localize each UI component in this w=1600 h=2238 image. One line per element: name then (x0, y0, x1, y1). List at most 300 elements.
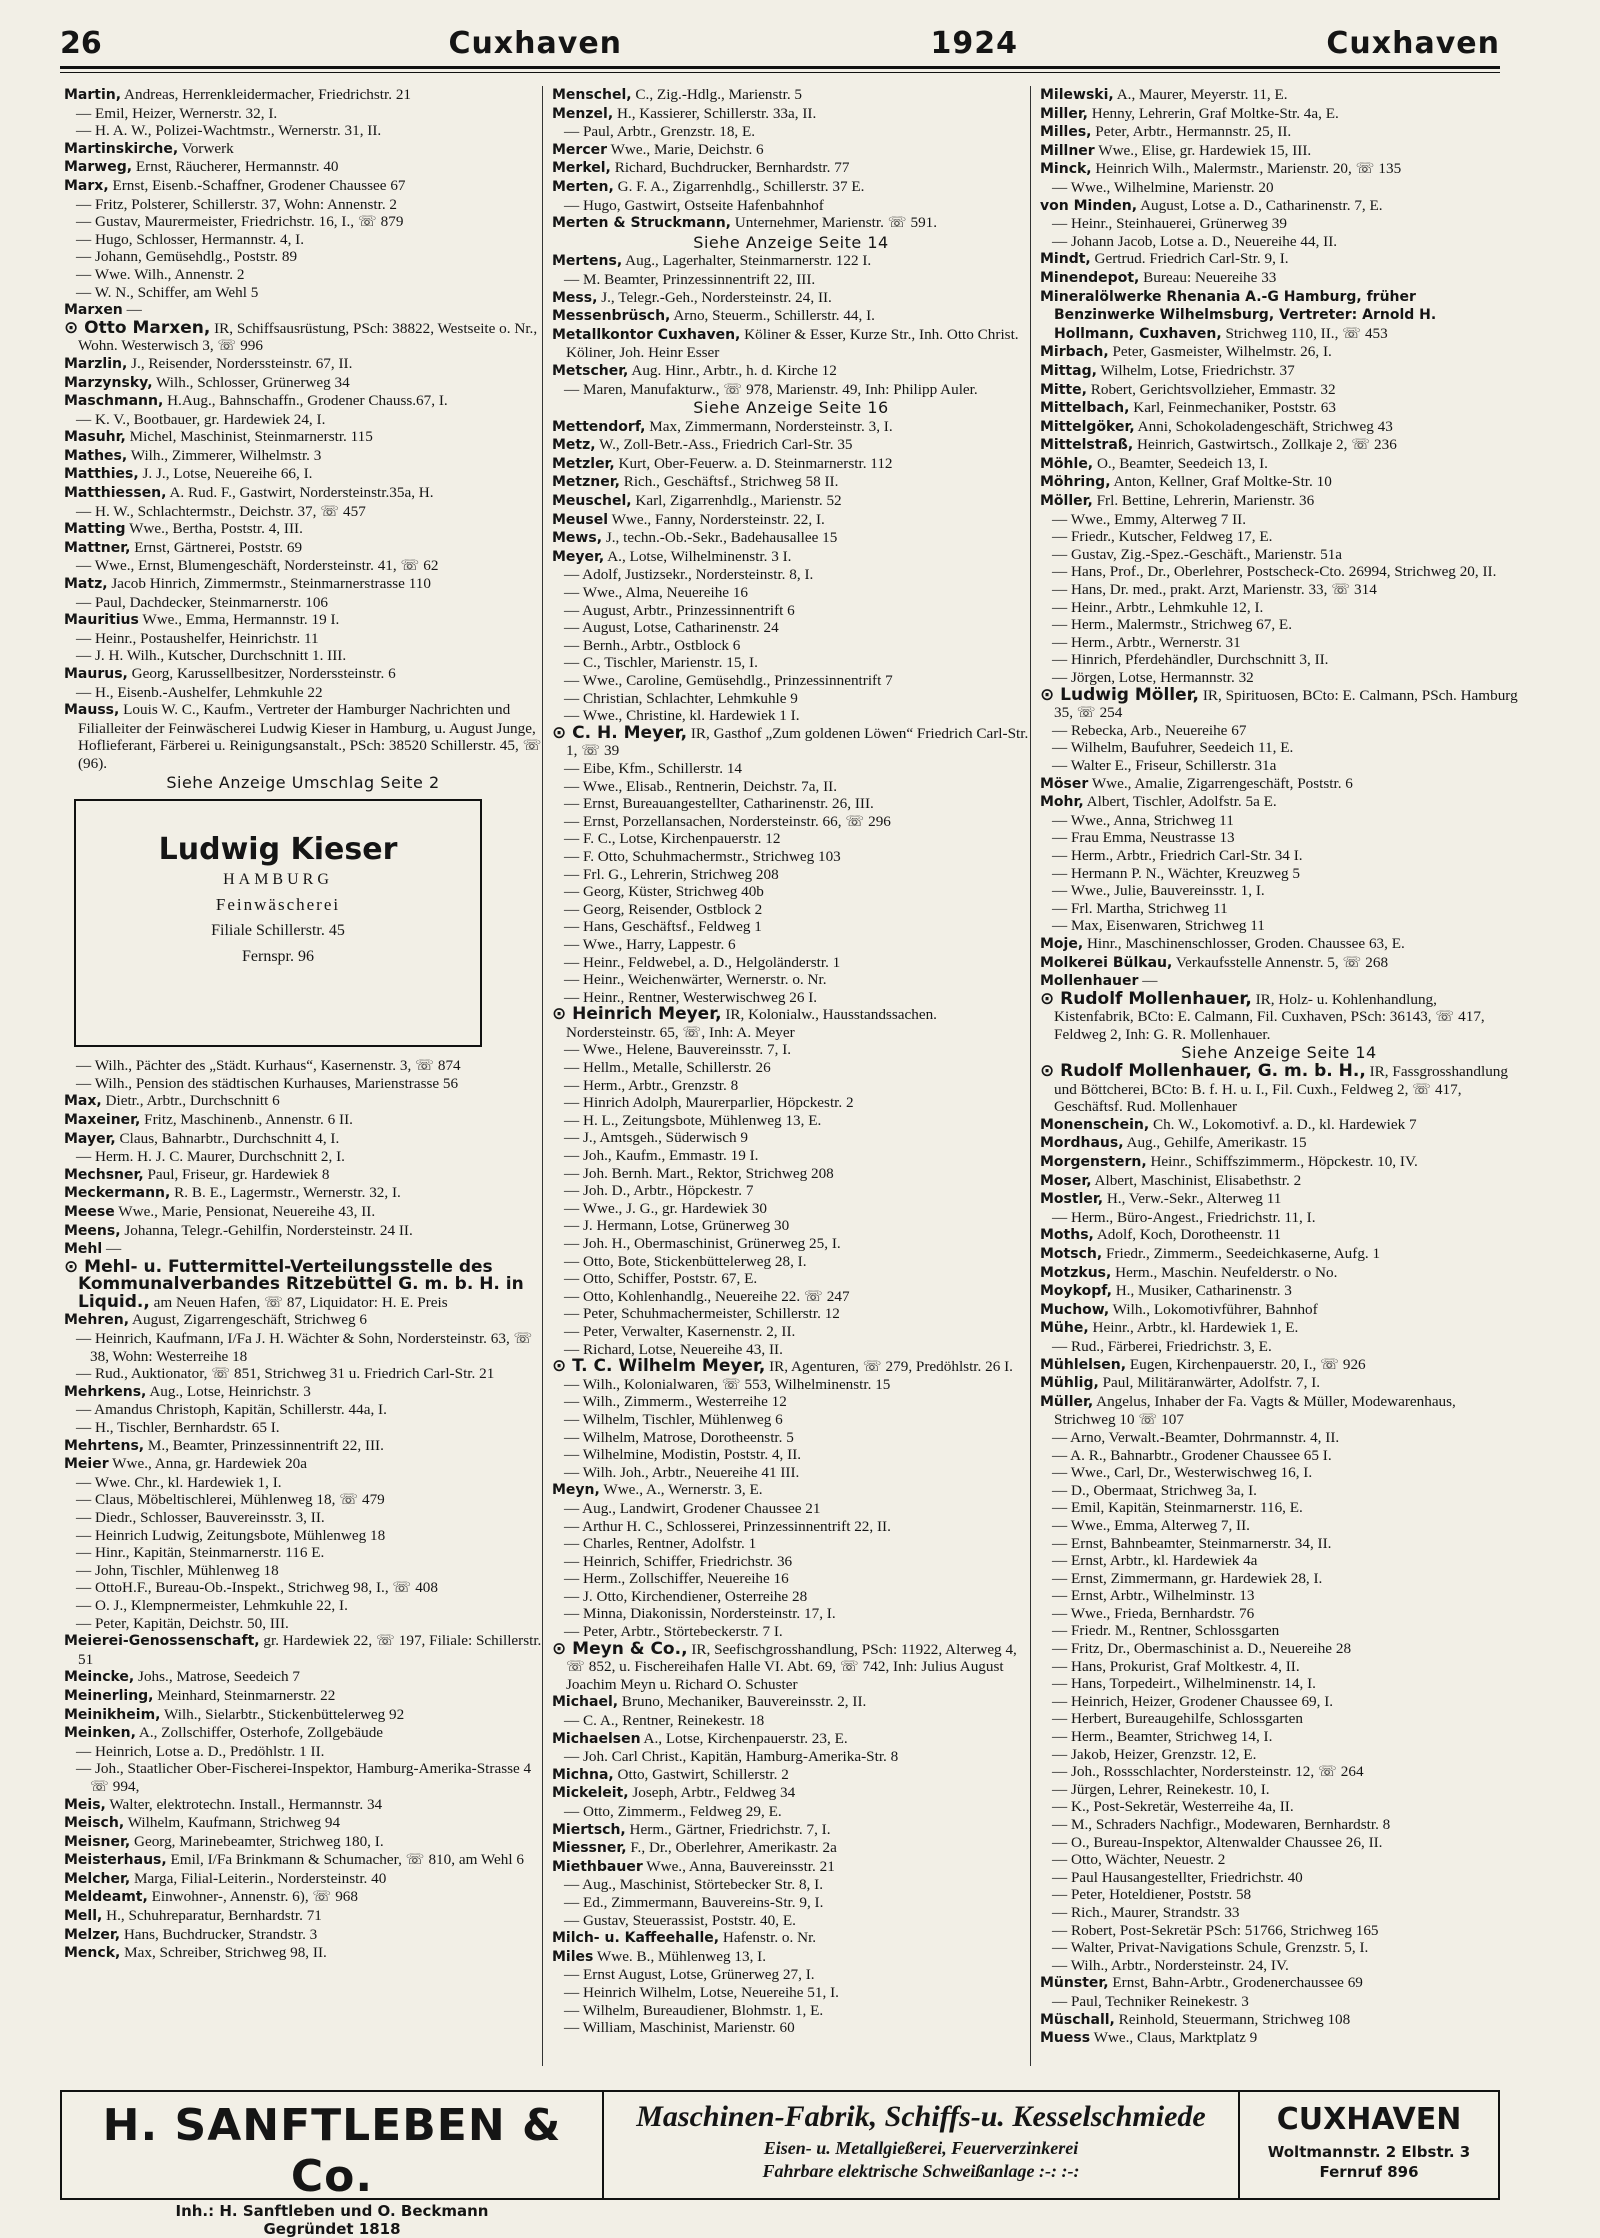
entry-details: — Ernst, Bahnbeamter, Steinmarnerstr. 34, II. (1052, 1534, 1332, 1552)
entry-surname: Maurus, (64, 666, 128, 682)
directory-entry (64, 355, 542, 374)
footer-address: Woltmannstr. 2 Elbstr. 3 (1267, 2143, 1471, 2161)
entry-surname: Miles (552, 1948, 594, 1965)
entry-details: — Rebecka, Arb., Neuereihe 67 (1052, 721, 1247, 739)
entry-details: — Wilhelm, Matrose, Dorotheenstr. 5 (564, 1428, 794, 1446)
directory-sub-entry (552, 1464, 1030, 1482)
entry-details: — H., Tischler, Bernhardstr. 65 I. (76, 1419, 280, 1437)
entry-surname: Meese (64, 1203, 115, 1220)
entry-details: O., Beamter, Seedeich 13, I. (1096, 454, 1268, 472)
directory-entry (1040, 1319, 1518, 1338)
entry-details: — Friedr. M., Rentner, Schlossgarten (1052, 1622, 1280, 1640)
entry-details: Emil, I/Fa Brinkmann & Schumacher, ☏ 810, am Wehl 6 (170, 1851, 524, 1869)
entry-surname: Müller, (1040, 1393, 1094, 1410)
directory-sub-entry (1040, 1798, 1518, 1816)
entry-details: — Paul Hausangestellter, Friedrichstr. 40 (1052, 1868, 1303, 1886)
entry-surname: Meier (64, 1456, 109, 1473)
entry-surname: Mittelstraß, (1040, 437, 1134, 454)
entry-details: — Arno, Verwalt.-Beamter, Dohrmannstr. 4, II. (1052, 1428, 1340, 1446)
directory-sub-entry (1040, 865, 1518, 883)
entry-details: — Eibe, Kfm., Schillerstr. 14 (564, 759, 743, 777)
sanftleben-name: H. SANFTLEBEN & Co. (102, 2100, 562, 2202)
directory-entry (1040, 1264, 1518, 1283)
entry-surname: Menzel, (552, 105, 614, 122)
directory-entry (1040, 1116, 1518, 1135)
entry-details: — K. V., Bootbauer, gr. Hardewiek 24, I. (76, 410, 326, 428)
entry-surname: Mauss, (64, 702, 120, 719)
directory-entry (1040, 1282, 1518, 1301)
directory-sub-entry (552, 1129, 1030, 1147)
entry-surname: Mettendorf, (552, 418, 646, 435)
directory-sub-entry (1040, 634, 1518, 652)
advert-reference-notice: Siehe Anzeige Seite 14 (1181, 1043, 1377, 1063)
directory-entry (64, 1907, 542, 1926)
entry-surname: Meis, (64, 1796, 106, 1813)
directory-entry (64, 447, 542, 466)
entry-details: Ernst, Eisenb.-Schaffner, Grodener Chaussee 67 (112, 176, 406, 194)
entry-details: Otto, Gastwirt, Schillerstr. 2 (617, 1765, 789, 1783)
directory-sub-entry (1040, 563, 1518, 581)
directory-entry (64, 465, 542, 484)
entry-details: — Johann, Gemüsehdlg., Poststr. 89 (76, 248, 298, 266)
entry-surname: Martin, (64, 87, 122, 103)
directory-sub-entry (552, 1712, 1030, 1730)
directory-sub-entry (552, 1165, 1030, 1183)
entry-surname: Millner (1040, 142, 1095, 159)
entry-details: Paul, Militäranwärter, Adolfstr. 7, I. (1102, 1374, 1321, 1392)
directory-sub-entry (552, 654, 1030, 672)
entry-surname: Meuschel, (552, 493, 632, 510)
entry-details: — Rud., Auktionator, ☏ 851, Strichweg 31 u. Friedrich Carl-Str. 21 (76, 1365, 495, 1383)
entry-details: Wwe., Fanny, Nordersteinstr. 22, I. (611, 510, 825, 528)
entry-surname: Mostler, (1040, 1191, 1104, 1208)
entry-details: — Jakob, Heizer, Grenzstr. 12, E. (1052, 1745, 1257, 1763)
directory-sub-entry (552, 1429, 1030, 1447)
directory-entry (552, 1784, 1030, 1803)
entry-details: Kurt, Ober-Feuerw. a. D. Steinmarnerstr. 112 (618, 454, 893, 472)
entry-details: — (1142, 972, 1158, 990)
entry-details: — Herm., Malermstr., Strichweg 67, E. (1052, 616, 1293, 634)
directory-entry (1040, 123, 1518, 142)
entry-details: — Wilh., Zimmerm., Westerreihe 12 (564, 1393, 787, 1411)
entry-surname: Mirbach, (1040, 344, 1109, 361)
directory-entry (1040, 1063, 1518, 1116)
entry-details: Arno, Steuerm., Schillerstr. 44, I. (673, 307, 875, 325)
advert-reference-notice: Siehe Anzeige Seite 14 (693, 232, 889, 252)
entry-details: — K., Post-Sekretär, Westerreihe 4a, II. (1052, 1798, 1294, 1816)
entry-details: Louis W. C., Kaufm., Vertreter der Hamburger Nachrichten und Filialleiter der Feinwäscherei Ludwig Kieser in Hamburg, u. August Junge, Hoflieferant, Färberei u. Reinigungsanstalt., PSch: 38520 Schillerstr. 45, ☏ (96). (78, 701, 542, 772)
entry-surname: Minendepot, (1040, 269, 1140, 286)
entry-details: IR, Gasthof „Zum goldenen Löwen“ Friedrich Carl-Str. 1, ☏ 39 (566, 724, 1029, 760)
directory-sub-entry (1040, 1499, 1518, 1517)
entry-surname: Meusel (552, 511, 609, 528)
directory-entry (64, 611, 542, 630)
directory-entry (64, 317, 542, 355)
entry-details: J., Reisender, Norderssteinstr. 67, II. (131, 354, 353, 372)
entry-details: A., Maurer, Meyerstr. 11, E. (1116, 86, 1288, 103)
directory-entry (552, 159, 1030, 178)
entry-details: — Herm., Arbtr., Friedrich Carl-Str. 34 I. (1052, 846, 1303, 864)
directory-entry (552, 455, 1030, 474)
directory-entry (64, 158, 542, 177)
entry-surname: Mehrkens, (64, 1383, 147, 1400)
directory-entry (64, 1851, 542, 1870)
directory-entry (64, 1166, 542, 1185)
entry-surname: Melcher, (64, 1870, 131, 1887)
entry-surname: Morgenstern, (1040, 1154, 1147, 1171)
directory-entry (552, 473, 1030, 492)
directory-sub-entry (552, 813, 1030, 831)
directory-sub-entry (1040, 1710, 1518, 1728)
entry-details: J., Telegr.-Geh., Nordersteinstr. 24, II. (601, 288, 832, 306)
entry-details: Henny, Lehrerin, Graf Moltke-Str. 4a, E. (1091, 104, 1339, 122)
directory-entry (552, 511, 1030, 530)
entry-details: C., Zig.-Hdlg., Marienstr. 5 (635, 86, 803, 103)
directory-entry (552, 1358, 1030, 1376)
entry-details: — Aug., Landwirt, Grodener Chaussee 21 (564, 1499, 821, 1517)
entry-details: — Paul, Arbtr., Grenzstr. 18, E. (564, 123, 756, 141)
entry-details: — Ernst, Zimmermann, gr. Hardewiek 28, I. (1052, 1569, 1323, 1587)
entry-details: — Hans, Prokurist, Graf Moltkestr. 4, II. (1052, 1657, 1300, 1675)
directory-sub-entry (1040, 1429, 1518, 1447)
entry-details: Angelus, Inhaber der Fa. Vagts & Müller, Modewarenhaus, Strichweg 10 ☏ 107 (1054, 1392, 1456, 1429)
entry-surname: Merten, (552, 178, 614, 195)
entry-details: — Peter, Schuhmachermeister, Schillerstr. 12 (564, 1305, 840, 1323)
entry-details: — OttoH.F., Bureau-Ob.-Inspekt., Strichweg 98, I., ☏ 408 (76, 1579, 438, 1597)
entry-details: — Frl. Martha, Strichweg 11 (1052, 899, 1228, 917)
entry-details: Hinr., Maschinenschlosser, Groden. Chaussee 63, E. (1086, 934, 1405, 952)
directory-entry (64, 1437, 542, 1456)
directory-entry (552, 1481, 1030, 1500)
entry-details: — Walter, Privat-Navigations Schule, Grenzstr. 5, I. (1052, 1939, 1369, 1957)
entry-details: Wwe., Anna, gr. Hardewiek 20a (112, 1455, 307, 1473)
entry-details: — O., Bureau-Inspektor, Altenwalder Chaussee 26, II. (1052, 1833, 1383, 1851)
directory-entry (64, 86, 542, 105)
directory-entry (64, 1184, 542, 1203)
entry-details: — A. R., Bahnarbtr., Grodener Chaussee 65 I. (1052, 1446, 1332, 1464)
directory-entry (1040, 684, 1518, 722)
entry-details: — Hinrich Adolph, Maurerparlier, Höpckestr. 2 (564, 1094, 854, 1112)
directory-sub-entry (552, 936, 1030, 954)
directory-entry (64, 1256, 542, 1312)
sanftleben-founded: Gegründet 1818 (263, 2220, 401, 2238)
entry-details: — D., Obermaat, Strichweg 3a, I. (1052, 1481, 1257, 1499)
directory-sub-entry (1040, 739, 1518, 757)
directory-entry (64, 1706, 542, 1725)
directory-entry (552, 362, 1030, 381)
entry-details: IR, Kolonialw., Hausstandssachen. Nordersteinstr. 65, ☏, Inh: A. Meyer (566, 1006, 937, 1041)
directory-entry (1040, 1245, 1518, 1264)
directory-sub-entry (552, 1553, 1030, 1571)
entry-surname: ⊙ Mehl- u. Futtermittel-Verteilungsstelle des Kommunalverbandes Ritzebüttel G. m. b. H. in Liquid., (64, 1256, 524, 1312)
entry-surname: Meckermann, (64, 1185, 171, 1202)
header-year: 1924 (930, 25, 1018, 61)
directory-sub-entry (552, 866, 1030, 884)
directory-sub-entry (64, 266, 542, 284)
entry-details: — Fritz, Polsterer, Schillerstr. 37, Wohn: Annenstr. 2 (76, 195, 398, 213)
entry-surname: Möhle, (1040, 455, 1094, 472)
directory-entry (552, 307, 1030, 326)
entry-surname: Menschel, (552, 87, 632, 103)
directory-entry (1040, 343, 1518, 362)
header-rule (60, 66, 1500, 69)
entry-details: Vorwerk (181, 139, 234, 157)
directory-entry (1040, 1374, 1518, 1393)
footer-phone: Fernruf 896 (1319, 2163, 1419, 2181)
directory-sub-entry (552, 1147, 1030, 1165)
directory-sub-entry (1040, 1570, 1518, 1588)
entry-surname: Mews, (552, 530, 603, 547)
entry-details: Heinr., Schiffszimmerm., Höpckestr. 10, IV. (1150, 1153, 1418, 1171)
header-rule-thin (60, 72, 1500, 73)
directory-entry (1040, 418, 1518, 437)
entry-details: — Rich., Maurer, Strandstr. 33 (1052, 1903, 1240, 1921)
machine-factory-advert (604, 2090, 1240, 2200)
entry-details: Aug., Lotse, Heinrichstr. 3 (149, 1382, 311, 1400)
directory-sub-entry (1040, 757, 1518, 775)
entry-details: Wwe., Bertha, Poststr. 4, III. (129, 520, 303, 538)
directory-sub-entry (1040, 1552, 1518, 1570)
entry-details: Wilh., Sielarbtr., Stickenbüttelerweg 92 (164, 1705, 405, 1723)
directory-entry (64, 1130, 542, 1149)
entry-details: Friedr., Zimmerm., Seedeichkaserne, Aufg. 1 (1105, 1245, 1381, 1262)
entry-details: — Herm., Arbtr., Grenzstr. 8 (564, 1076, 739, 1094)
entry-details: Walter, elektrotechn. Install., Hermannstr. 34 (109, 1795, 383, 1813)
entry-details: — Joh., Kaufm., Emmastr. 19 I. (564, 1147, 759, 1165)
directory-sub-entry (552, 619, 1030, 637)
directory-sub-entry (552, 381, 1030, 399)
directory-sub-entry (1040, 1605, 1518, 1623)
entry-details: — Wwe., Helene, Bauvereinsstr. 7, I. (564, 1041, 792, 1059)
entry-surname: Matthiessen, (64, 485, 167, 502)
directory-sub-entry (552, 1376, 1030, 1394)
entry-details: — Hans, Dr. med., prakt. Arzt, Marienstr. 33, ☏ 314 (1052, 581, 1377, 599)
entry-surname: Marzynsky, (64, 374, 153, 391)
entry-details: Fritz, Maschinenb., Annenstr. 6 II. (144, 1110, 353, 1128)
entry-surname: Muess (1040, 2030, 1091, 2047)
entry-surname: Mittag, (1040, 362, 1097, 379)
directory-sub-entry (1040, 215, 1518, 233)
directory-sub-entry (1040, 1693, 1518, 1711)
directory-sub-entry (64, 1365, 542, 1383)
entry-details: — Joh. H., Obermaschinist, Grünerweg 25, I. (564, 1235, 841, 1252)
directory-sub-entry (1040, 1922, 1518, 1940)
directory-column-3 (1040, 86, 1518, 2066)
entry-details: IR, Seefischgrosshandlung, PSch: 11922, Alterweg 4, ☏ 852, u. Fischereihafen Halle VI. Abt. 69, ☏ 742, Inh: Julius August Joachim Meyn u. Richard O. Schuster (566, 1640, 1017, 1693)
entry-details: IR, Schiffsausrüstung, PSch: 38822, Westseite o. Nr., Wohn. Westerwisch 3, ☏ 996 (78, 319, 538, 355)
entry-details: Ernst, Bahn-Arbtr., Grodenerchaussee 69 (1112, 1974, 1363, 1992)
entry-surname: Mehren, (64, 1312, 130, 1329)
entry-details: — Ernst August, Lotse, Grünerweg 27, I. (564, 1966, 815, 1984)
entry-details: — Wwe. Chr., kl. Hardewiek 1, I. (76, 1473, 282, 1491)
directory-sub-entry (552, 1094, 1030, 1112)
directory-entry (552, 105, 1030, 124)
directory-sub-entry (1040, 233, 1518, 251)
entry-details: — J. H. Wilh., Kutscher, Durchschnitt 1. III. (76, 647, 347, 665)
directory-entry (64, 575, 542, 594)
entry-details: — Charles, Rentner, Adolfstr. 1 (564, 1535, 757, 1553)
entry-details: — Hermann P. N., Wächter, Kreuzweg 5 (1052, 864, 1300, 882)
entry-details: Heinrich, Gastwirtsch., Zollkaje 2, ☏ 236 (1136, 436, 1397, 454)
entry-details: Andreas, Herrenkleidermacher, Friedrichstr. 21 (124, 86, 412, 103)
entry-details: Max, Zimmermann, Nordersteinstr. 3, I. (649, 417, 893, 435)
entry-surname: Maschmann, (64, 393, 164, 410)
entry-details: — Heinr., Arbtr., Lehmkuhle 12, I. (1052, 598, 1264, 616)
entry-details: — Wwe., Alma, Neuereihe 16 (564, 584, 749, 602)
entry-details: am Neuen Hafen, ☏ 87, Liquidator: H. E. Preis (153, 1293, 448, 1311)
directory-sub-entry (552, 1518, 1030, 1536)
entry-details: — Frau Emma, Neustrasse 13 (1052, 829, 1235, 847)
directory-entry (64, 520, 542, 539)
advert-name: Ludwig Kieser (158, 832, 398, 868)
directory-sub-entry (64, 503, 542, 521)
entry-details: — Wwe., Harry, Lappestr. 6 (564, 935, 736, 953)
entry-details: Verkaufsstelle Annenstr. 5, ☏ 268 (1175, 953, 1389, 971)
entry-details: — Wwe., Ernst, Blumengeschäft, Nordersteinstr. 41, ☏ 62 (76, 557, 439, 575)
entry-surname: Meinikheim, (64, 1706, 161, 1723)
entry-details: H., Kassierer, Schillerstr. 33a, II. (616, 104, 817, 122)
entry-details: — Christian, Schlachter, Lehmkuhle 9 (564, 689, 798, 707)
directory-sub-entry (64, 1597, 542, 1615)
entry-details: — Amandus Christoph, Kapitän, Schillerstr. 44a, I. (76, 1401, 387, 1419)
entry-surname: Mercer (552, 141, 608, 158)
entry-details: — Joh. Carl Christ., Kapitän, Hamburg-Amerika-Str. 8 (564, 1748, 899, 1766)
directory-entry (64, 1870, 542, 1889)
entry-details: — Heinr., Weichenwärter, Wernerstr. o. Nr. (564, 971, 827, 989)
directory-entry (64, 1888, 542, 1907)
entry-details: — Wwe., Emmy, Alterweg 7 II. (1052, 510, 1247, 528)
entry-details: Reinhold, Steuermann, Strichweg 108 (1118, 2010, 1351, 2028)
directory-sub-entry (64, 1562, 542, 1580)
entry-surname: Metzler, (552, 455, 615, 472)
directory-sub-entry (552, 1894, 1030, 1912)
entry-details: Hans, Buchdrucker, Strandstr. 3 (123, 1925, 318, 1943)
entry-surname: Merten & Struckmann, (552, 215, 731, 232)
entry-surname: Mühe, (1040, 1320, 1089, 1337)
entry-details: — Richard, Lotse, Neuereihe 43, II. (564, 1340, 783, 1358)
directory-entry (552, 86, 1030, 105)
entry-details: Aug., Lagerhalter, Steinmarnerstr. 122 I. (625, 252, 872, 270)
directory-sub-entry (552, 1446, 1030, 1464)
entry-details: — Wwe., Christine, kl. Hardewiek 1 I. (564, 707, 800, 725)
directory-entry (552, 1839, 1030, 1858)
directory-sub-entry (1040, 179, 1518, 197)
entry-surname: Matting (64, 521, 126, 538)
entry-surname: Moykopf, (1040, 1283, 1112, 1300)
directory-sub-entry (552, 1570, 1030, 1588)
directory-entry (1040, 399, 1518, 418)
entry-details: Frl. Bettine, Lehrerin, Marienstr. 36 (1096, 492, 1315, 510)
directory-entry (64, 484, 542, 503)
entry-details: Strichweg 110, II., ☏ 453 (1225, 324, 1388, 342)
directory-sub-entry (64, 594, 542, 612)
entry-surname: Monenschein, (1040, 1116, 1150, 1133)
entry-details: gr. Hardewiek 22, ☏ 197, Filiale: Schillerstr. 51 (78, 1632, 542, 1668)
entry-details: — Wwe., Wilhelmine, Marienstr. 20 (1052, 178, 1274, 196)
entry-details: — Hellm., Metalle, Schillerstr. 26 (564, 1059, 771, 1077)
entry-details: — Walter E., Friseur, Schillerstr. 31a (1052, 756, 1277, 774)
entry-details: — W. N., Schiffer, am Wehl 5 (76, 283, 259, 301)
entry-surname: Moths, (1040, 1227, 1094, 1244)
directory-sub-entry (552, 830, 1030, 848)
directory-entry (64, 1687, 542, 1706)
entry-surname: Masuhr, (64, 429, 126, 446)
directory-sub-entry (1040, 616, 1518, 634)
entry-details: — Gustav, Maurermeister, Friedrichstr. 16, I., ☏ 879 (76, 213, 404, 231)
entry-surname: Mauritius (64, 612, 139, 629)
directory-sub-entry (552, 760, 1030, 778)
directory-sub-entry (64, 231, 542, 249)
entry-surname: Mehl (64, 1241, 103, 1258)
entry-surname: Marweg, (64, 159, 133, 176)
directory-sub-entry (552, 1270, 1030, 1288)
entry-details: — Herm., Zollschiffer, Neuereihe 16 (564, 1570, 789, 1588)
machine-factory-line-2: Eisen- u. Metallgießerei, Feuerverzinkerei (763, 2138, 1079, 2158)
entry-surname: Motzkus, (1040, 1264, 1112, 1281)
entry-details: Eugen, Kirchenpauerstr. 20, I., ☏ 926 (1129, 1355, 1366, 1373)
directory-sub-entry (1040, 1763, 1518, 1781)
advert-reference-notice: Siehe Anzeige Umschlag Seite 2 (166, 772, 440, 792)
entry-surname: Metz, (552, 437, 596, 454)
directory-entry (552, 1693, 1030, 1712)
directory-entry (64, 1383, 542, 1402)
directory-sub-entry (1040, 812, 1518, 830)
entry-details: — Heinrich, Kaufmann, I/Fa J. H. Wächter & Sohn, Nordersteinstr. 63, ☏ 38, Wohn: Westerreihe 18 (76, 1330, 533, 1365)
entry-details: A., Zollschiffer, Osterhofe, Zollgebäude (138, 1724, 384, 1742)
entry-details: IR, Fassgrosshandlung und Böttcherei, BCto: B. f. H. u. I., Fil. Cuxh., Feldweg 2, ☏ 417, Geschäftsf. Rud. Mollenhauer (1054, 1063, 1508, 1116)
entry-details: — Diedr., Schlosser, Bauvereinsstr. 3, II. (76, 1509, 325, 1526)
entry-surname: ⊙ Otto Marxen, (64, 317, 211, 338)
directory-sub-entry (552, 584, 1030, 602)
entry-surname: Michna, (552, 1766, 614, 1783)
directory-sub-entry (1040, 1209, 1518, 1227)
entry-details: — Joh. Bernh. Mart., Rektor, Strichweg 208 (564, 1164, 834, 1182)
directory-sub-entry (1040, 847, 1518, 865)
entry-details: — Wilhelmine, Modistin, Poststr. 4, II. (564, 1446, 802, 1464)
directory-sub-entry (552, 197, 1030, 215)
directory-entry (1040, 2029, 1518, 2048)
directory-sub-entry (64, 1330, 542, 1365)
advert-business: Feinwäscherei (215, 895, 341, 915)
entry-details: — Maren, Manufakturw., ☏ 978, Marienstr. 49, Inh: Philipp Auler. (564, 380, 978, 398)
entry-details: IR, Agenturen, ☏ 279, Predöhlstr. 26 I. (769, 1358, 1013, 1376)
directory-sub-entry (1040, 829, 1518, 847)
advert-phone: Fernspr. 96 (242, 947, 314, 965)
directory-sub-entry (1040, 1447, 1518, 1465)
directory-sub-entry (552, 637, 1030, 655)
entry-surname: Meens, (64, 1222, 121, 1239)
entry-details: — Wwe., Elisab., Rentnerin, Deichstr. 7a, II. (564, 777, 838, 795)
entry-details: — (106, 1240, 122, 1258)
directory-entry (1040, 1226, 1518, 1245)
entry-details: — Joh., Rossschlachter, Nordersteinstr. 12, ☏ 264 (1052, 1763, 1364, 1781)
directory-entry (64, 539, 542, 558)
directory-sub-entry (1040, 1816, 1518, 1834)
entry-details: — M. Beamter, Prinzessinnentrift 22, III. (564, 270, 816, 288)
entry-details: Aug., Gehilfe, Amerikastr. 15 (1126, 1134, 1307, 1152)
entry-details: — Heinrich, Schiffer, Friedrichstr. 36 (564, 1552, 793, 1570)
entry-details: Peter, Gasmeister, Wilhelmstr. 26, I. (1112, 343, 1332, 361)
entry-details: Wwe., Marie, Pensionat, Neuereihe 43, II. (118, 1202, 376, 1220)
entry-surname: Motsch, (1040, 1246, 1103, 1262)
directory-sub-entry (552, 954, 1030, 972)
directory-entry (1040, 250, 1518, 269)
entry-details: — Max, Eisenwaren, Strichweg 11 (1052, 917, 1265, 935)
directory-sub-entry (552, 2002, 1030, 2020)
entry-details: — Jürgen, Lehrer, Reinekestr. 10, I. (1052, 1780, 1270, 1798)
directory-sub-entry (1040, 722, 1518, 740)
directory-entry (64, 1833, 542, 1852)
